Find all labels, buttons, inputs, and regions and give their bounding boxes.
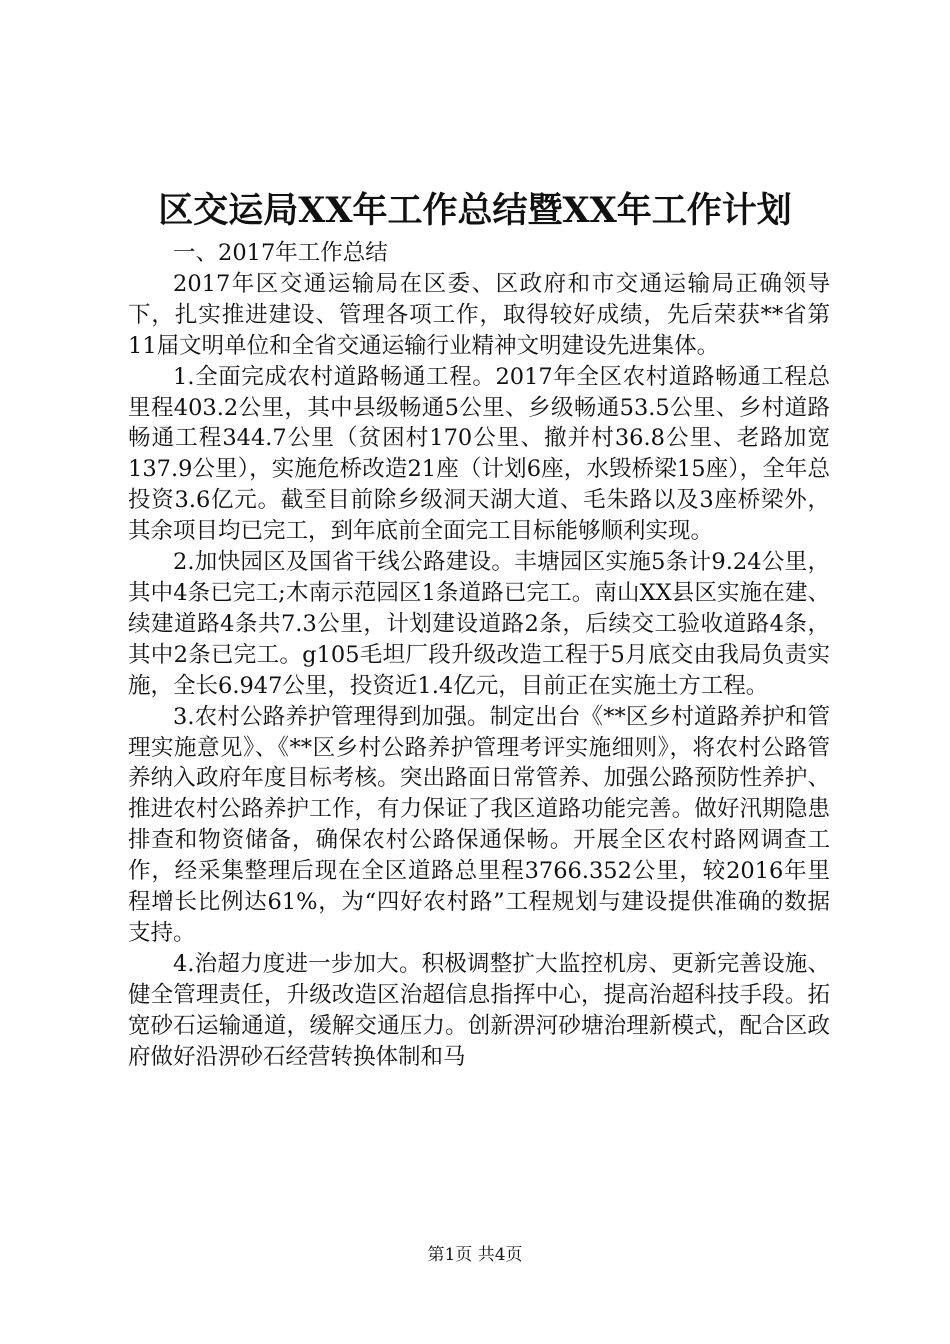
document-title: 区交运局XX年工作总结暨XX年工作计划 [158,190,792,231]
paragraph-intro: 2017年区交通运输局在区委、区政府和市交通运输局正确领导下，扎实推进建设、管理各项工作，取得较好成绩，先后荣获**省第11届文明单位和全省交通运输行业精神文明建设先进集体。 [128,270,830,359]
paragraph-item-4: 4.治超力度进一步加大。积极调整扩大监控机房、更新完善设施、健全管理责任，升级改造区治超信息指挥中心，提高治超科技手段。拓宽砂石运输通道，缓解交通压力。创新淠河砂塘治理新模式，配合区政府做好沿淠砂石经营转换体制和马 [128,950,830,1070]
page-footer: 第1页 共4页 [427,1245,523,1265]
section-heading: 一、2017年工作总结 [173,240,388,266]
paragraph-item-1: 1.全面完成农村道路畅通工程。2017年全区农村道路畅通工程总里程403.2公里，其中县级畅通5公里、乡级畅通53.5公里、乡村道路畅通工程344.7公里（贫困村170公里、撤并村36.8公里、老路加宽137.9公里），实施危桥改造21座（计划6座，水毁桥梁15座），全年总投资3.6亿元。截至目前除乡级洞天湖大道、毛朱路以及3座桥梁外，其余项目均已完工，到年底前全面完工目标能够顺利实现。 [128,363,830,545]
paragraph-item-2: 2.加快园区及国省干线公路建设。丰塘园区实施5条计9.24公里，其中4条已完工;木南示范园区1条道路已完工。南山XX县区实施在建、续建道路4条共7.3公里，计划建设道路2条，后续交工验收道路4条，其中2条已完工。g105毛坦厂段升级改造工程于5月底交由我局负责实施，全长6.947公里，投资近1.4亿元，目前正在实施土方工程。 [128,549,830,699]
document-body [128,238,830,1072]
paragraph-item-3: 3.农村公路养护管理得到加强。制定出台《**区乡村道路养护和管理实施意见》、《**区乡村公路养护管理考评实施细则》，将农村公路管养纳入政府年度目标考核。突出路面日常管养、加强公路预防性养护、推进农村公路养护工作，有力保证了我区道路功能完善。做好汛期隐患排查和物资储备，确保农村公路保通保畅。开展全区农村路网调查工作，经采集整理后现在全区道路总里程3766.352公里，较2016年里程增长比例达61%，为“四好农村路”工程规划与建设提供准确的数据支持。 [128,703,830,946]
